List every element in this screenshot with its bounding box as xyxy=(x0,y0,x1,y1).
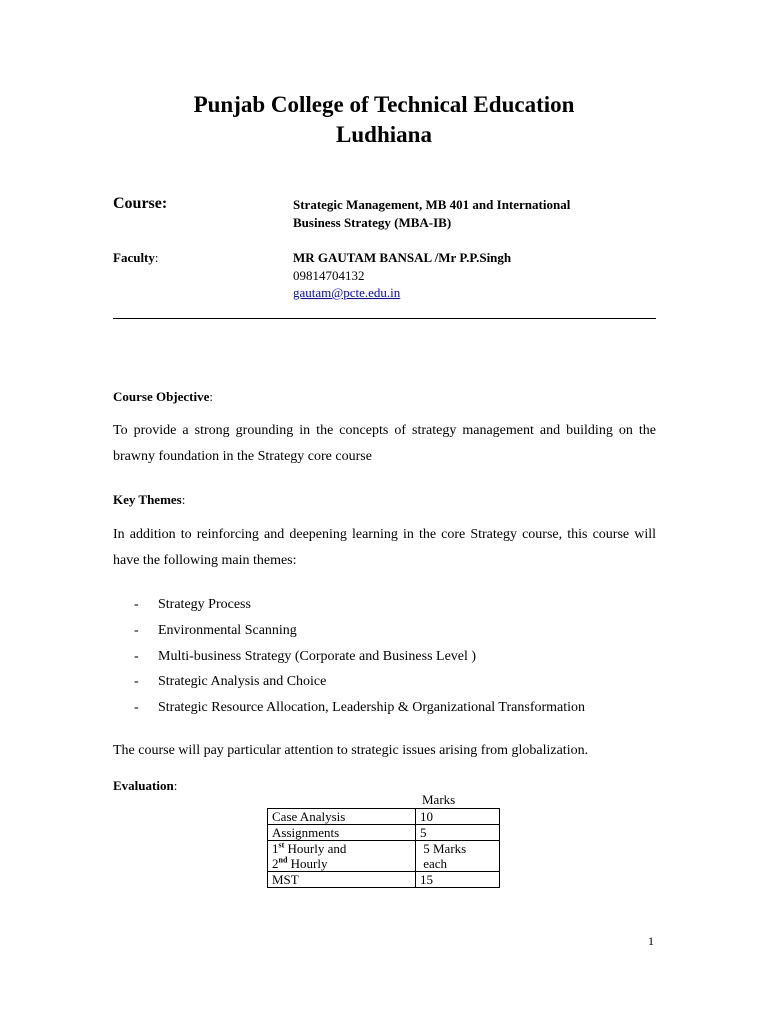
themes-heading: Key Themes xyxy=(113,492,182,507)
institution-title: Punjab College of Technical Education xyxy=(193,92,575,117)
course-value-line2: Business Strategy (MBA-IB) xyxy=(293,215,452,230)
list-dash: - xyxy=(134,700,139,716)
header-divider xyxy=(113,318,656,319)
list-item xyxy=(134,695,585,721)
evaluation-colon: : xyxy=(173,778,178,793)
evaluation-heading-row xyxy=(113,778,177,794)
page-number: 1 xyxy=(648,934,654,948)
list-item xyxy=(134,644,585,670)
hourly-marks-line1: 5 Marks xyxy=(420,841,467,856)
themes-colon: : xyxy=(181,492,186,507)
list-dash: - xyxy=(134,597,139,612)
table-cell-item: Assignments xyxy=(268,825,416,841)
table-row xyxy=(268,872,500,888)
faculty-label: Faculty xyxy=(113,250,155,265)
table-cell-item xyxy=(268,841,416,872)
list-item-text: Strategic Resource Allocation, Leadership & Organizational Transformation xyxy=(158,700,586,716)
list-item-text: Strategic Analysis and Choice xyxy=(158,674,327,690)
table-row xyxy=(268,841,500,872)
hourly-1-suffix: st xyxy=(278,840,285,850)
list-dash: - xyxy=(134,648,139,664)
faculty-label-row xyxy=(113,250,159,266)
hourly-marks-line2: each xyxy=(420,856,448,871)
city-title: Ludhiana xyxy=(336,122,432,147)
hourly-1-number: 1 xyxy=(272,841,279,856)
evaluation-heading: Evaluation xyxy=(113,778,174,793)
marks-column-header: Marks xyxy=(422,792,456,807)
faculty-phone: 09814704132 xyxy=(293,268,365,283)
objective-heading: Course Objective xyxy=(113,389,210,404)
table-cell-marks: 10 xyxy=(416,809,500,825)
table-cell-marks xyxy=(416,841,500,872)
table-cell-marks: 5 xyxy=(416,825,500,841)
themes-list xyxy=(134,592,585,721)
table-cell-marks: 15 xyxy=(416,872,500,888)
faculty-names: MR GAUTAM BANSAL /Mr P.P.Singh xyxy=(293,250,512,265)
evaluation-table xyxy=(267,808,500,888)
faculty-email-link[interactable]: gautam@pcte.edu.in xyxy=(293,285,401,300)
themes-heading-row xyxy=(113,492,185,508)
list-item-text: Environmental Scanning xyxy=(158,622,297,638)
course-label: Course: xyxy=(113,195,168,212)
hourly-2-suffix: nd xyxy=(278,855,288,865)
faculty-colon: : xyxy=(154,250,159,265)
list-item-text: Multi-business Strategy (Corporate and Business Level ) xyxy=(158,648,477,664)
table-row xyxy=(268,825,500,841)
table-cell-item: MST xyxy=(268,872,416,888)
table-row xyxy=(268,809,500,825)
hourly-1-text: Hourly and xyxy=(284,841,347,856)
objective-text: To provide a strong grounding in the concepts of strategy management and building on the brawny foundation in the Strategy core course xyxy=(113,423,656,464)
list-item xyxy=(134,669,585,695)
objective-heading-row xyxy=(113,389,213,405)
list-item-text: Strategy Process xyxy=(158,597,251,612)
hourly-2-number: 2 xyxy=(272,856,279,871)
list-item xyxy=(134,618,585,644)
objective-colon: : xyxy=(209,389,214,404)
list-dash: - xyxy=(134,622,139,638)
themes-intro: In addition to reinforcing and deepening learning in the core Strategy course, this course will have the following main themes: xyxy=(113,527,656,568)
themes-closing: The course will pay particular attention to strategic issues arising from globalization. xyxy=(113,743,589,758)
course-value-line1: Strategic Management, MB 401 and International xyxy=(293,197,571,212)
list-dash: - xyxy=(134,674,139,690)
list-item xyxy=(134,592,585,618)
table-cell-item: Case Analysis xyxy=(268,809,416,825)
hourly-2-text: Hourly xyxy=(287,856,328,871)
